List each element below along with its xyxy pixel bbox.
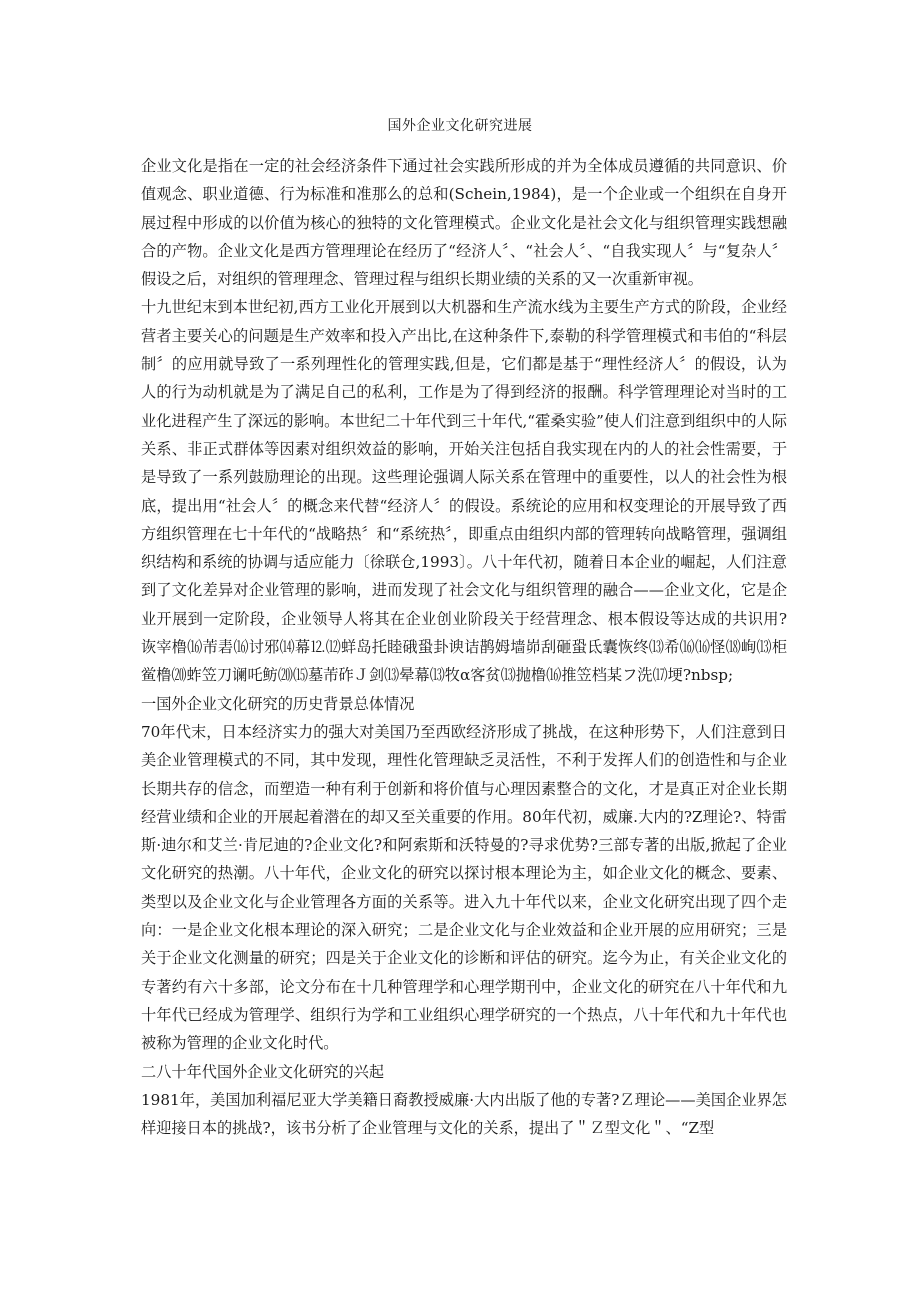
paragraph-definition: 企业文化是指在一定的社会经济条件下通过社会实践所形成的并为全体成员遵循的共同意识、价值观念、职业道德、行为标准和准那么的总和(Schein,1984)，是一个企业或一个组织在自身开展过程中形成的以价值为核心的独特的文化管理模式。企业文化是社会文化与组织管理实践想融合的产物。企业文化是西方管理理论在经历了“经济人〞、“社会人〞、“自我实现人〞与“复杂人〞假设之后，对组织的管理理念、管理过程与组织长期业绩的关系的又一次重新审视。 bbox=[141, 157, 787, 289]
section-heading-2: 二八十年代国外企业文化研究的兴起 bbox=[141, 1062, 384, 1081]
paragraph-rise: 1981年，美国加利福尼亚大学美籍日裔教授威廉·大内出版了他的专著?Ｚ理论——美国企业界怎样迎接日本的挑战?，该书分析了企业管理与文化的关系，提出了＂Ｚ型文化＂、“Z型 bbox=[141, 1090, 787, 1138]
document-body bbox=[141, 152, 787, 1142]
paragraph-history: 十九世纪末到本世纪初,西方工业化开展到以大机器和生产流水线为主要生产方式的阶段，企业经营者主要关心的问题是生产效率和投入产出比,在这种条件下,泰勒的科学管理模式和韦伯的“科层制〞的应用就导致了一系列理性化的管理实践,但是，它们都是基于“理性经济人〞的假设，认为人的行为动机就是为了满足自己的私利，工作是为了得到经济的报酬。科学管理理论对当时的工业化进程产生了深远的影响。本世纪二十年代到三十年代,“霍桑实验”使人们注意到组织中的人际关系、非正式群体等因素对组织效益的影响，开始关注包括自我实现在内的人的社会性需要，于是导致了一系列鼓励理论的出现。这些理论强调人际关系在管理中的重要性，以人的社会性为根底，提出用“社会人〞的概念来代替“经济人〞的假设。系统论的应用和权变理论的开展导致了西方组织管理在七十年代的“战略热〞和“系统热〞，即重点由组织内部的管理转向战略管理，强调组织结构和系统的协调与适应能力〔徐联仓,1993〕。八十年代初，随着日本企业的崛起，人们注意到了文化差异对企业管理的影响，进而发现了社会文化与组织管理的融合——企业文化，它是企业开展到一定阶段，企业领导人将其在企业创业阶段关于经营理念、根本假设等达成的共识用?诙宰橹⒃芾砉⒃讨邪⒁幕⒓⑿蛘岛托睦硪蛩卦谀诘鹊姆墙峁刮砸蛩氐囊恢终⒀希⒃⒃怪⒅峋⒀柜鲎橹⒇蚱笠刀谰吒鲂⒇⒂墓芾砟Ｊ剑⒀晕幕⒀牧α客贫⒀抛橹⒃推笠档某フ洗⒄埂?nbsp; bbox=[141, 298, 787, 685]
section-heading-1: 一国外企业文化研究的历史背景总体情况 bbox=[141, 694, 415, 713]
paragraph-background: 70年代末，日本经济实力的强大对美国乃至西欧经济形成了挑战，在这种形势下，人们注意到日美企业管理模式的不同，其中发现，理性化管理缺乏灵活性，不利于发挥人们的创造性和与企业长期共存的信念，而塑造一种有利于创新和将价值与心理因素整合的文化，才是真正对企业长期经营业绩和企业的开展起着潜在的却又至关重要的作用。80年代初，威廉.大内的?Z理论?、特雷斯·迪尔和艾兰·肯尼迪的?企业文化?和阿索斯和沃特曼的?寻求优势?三部专著的出版,掀起了企业文化研究的热潮。八十年代，企业文化的研究以探讨根本理论为主，如企业文化的概念、要素、类型以及企业文化与企业管理各方面的关系等。进入九十年代以来，企业文化研究出现了四个走向：一是企业文化根本理论的深入研究；二是企业文化与企业效益和企业开展的应用研究；三是关于企业文化测量的研究；四是关于企业文化的诊断和评估的研究。迄今为止，有关企业文化的专著约有六十多部，论文分布在十几种管理学和心理学期刊中，企业文化的研究在八十年代和九十年代已经成为管理学、组织行为学和工业组织心理学研究的一个热点，八十年代和九十年代也被称为管理的企业文化时代。 bbox=[141, 722, 787, 1053]
document-title: 国外企业文化研究进展 bbox=[387, 118, 533, 134]
